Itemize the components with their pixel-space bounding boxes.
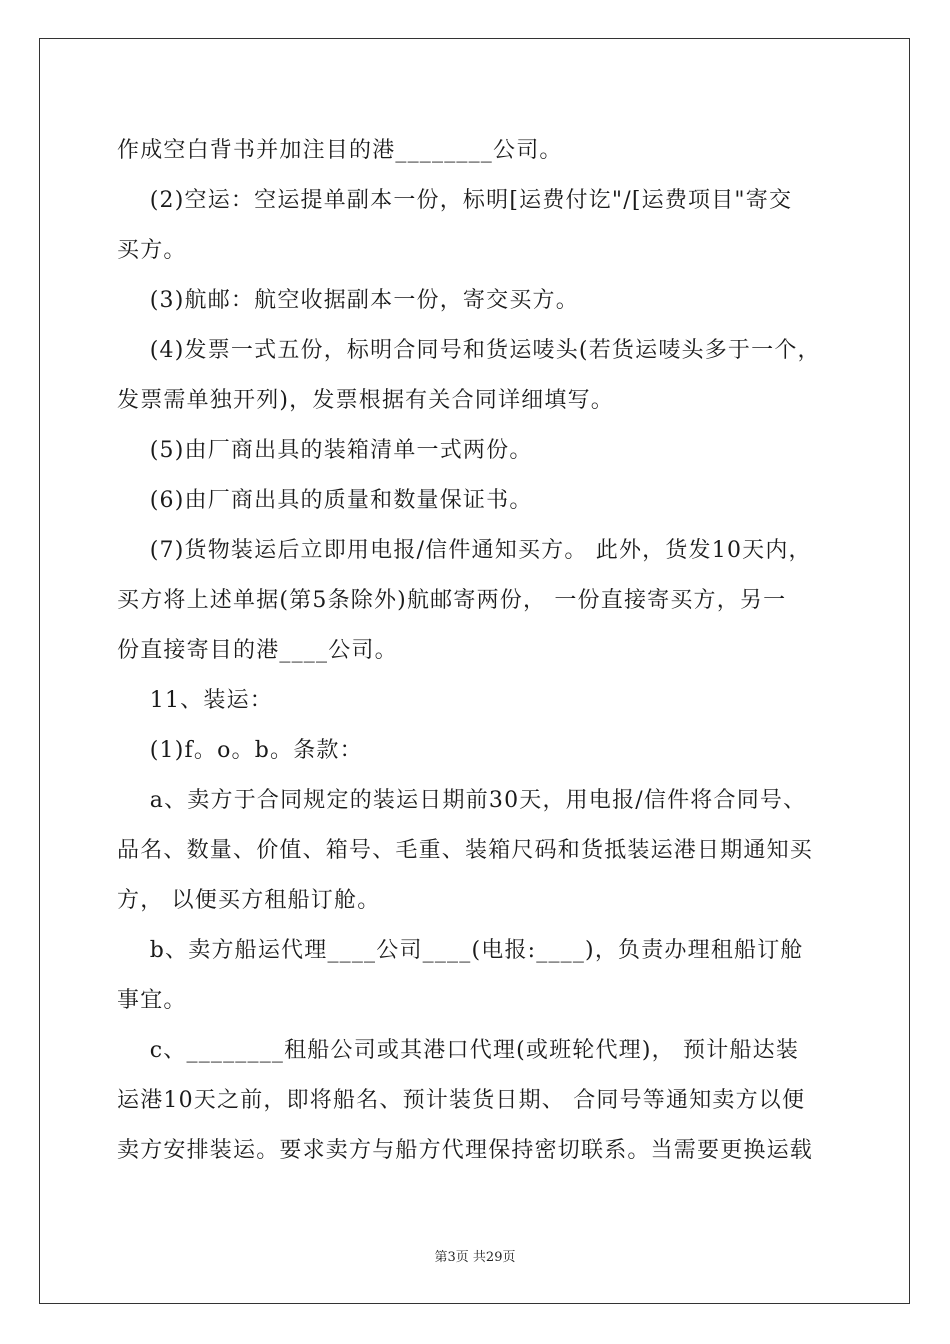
- text-line: (4)发票一式五份，标明合同号和货运唛头(若货运唛头多于一个，: [117, 338, 821, 363]
- text-line: 品名、数量、价值、箱号、毛重、装箱尺码和货抵装运港日期通知买: [117, 838, 814, 863]
- text-line: b、卖方船运代理____公司____(电报:____)，负责办理租船订舱: [117, 938, 804, 963]
- text-line: 买方将上述单据(第5条除外)航邮寄两份， 一份直接寄买方，另一: [117, 588, 787, 613]
- text-line: (5)由厂商出具的装箱清单一式两份。: [117, 438, 533, 463]
- text-line: 事宜。: [117, 988, 187, 1013]
- text-line: (2)空运：空运提单副本一份，标明[运费付讫"/[运费项目"寄交: [117, 188, 793, 213]
- text-line: a、卖方于合同规定的装运日期前30天，用电报/信件将合同号、: [117, 788, 807, 813]
- text-line: (6)由厂商出具的质量和数量保证书。: [117, 488, 533, 513]
- text-line: (1)f。o。b。条款：: [117, 738, 363, 763]
- page-number: 第3页 共29页: [434, 1250, 516, 1265]
- text-line: 作成空白背书并加注目的港________公司。: [117, 138, 563, 163]
- text-line: 11、装运：: [117, 688, 273, 713]
- text-line: (7)货物装运后立即用电报/信件通知买方。 此外，货发10天内，: [117, 538, 812, 563]
- text-line: 买方。: [117, 238, 187, 263]
- text-line: c、________租船公司或其港口代理(或班轮代理)， 预计船达装: [117, 1038, 800, 1063]
- text-line: (3)航邮：航空收据副本一份，寄交买方。: [117, 288, 579, 313]
- text-line: 份直接寄目的港____公司。: [117, 638, 398, 663]
- text-line: 方， 以便买方租船订舱。: [117, 888, 381, 913]
- text-line: 发票需单独开列)，发票根据有关合同详细填写。: [117, 388, 614, 413]
- document-body: [117, 128, 837, 1178]
- text-line: 运港10天之前，即将船名、预计装货日期、 合同号等通知卖方以便: [117, 1088, 806, 1113]
- text-line: 卖方安排装运。要求卖方与船方代理保持密切联系。当需要更换运载: [117, 1138, 814, 1163]
